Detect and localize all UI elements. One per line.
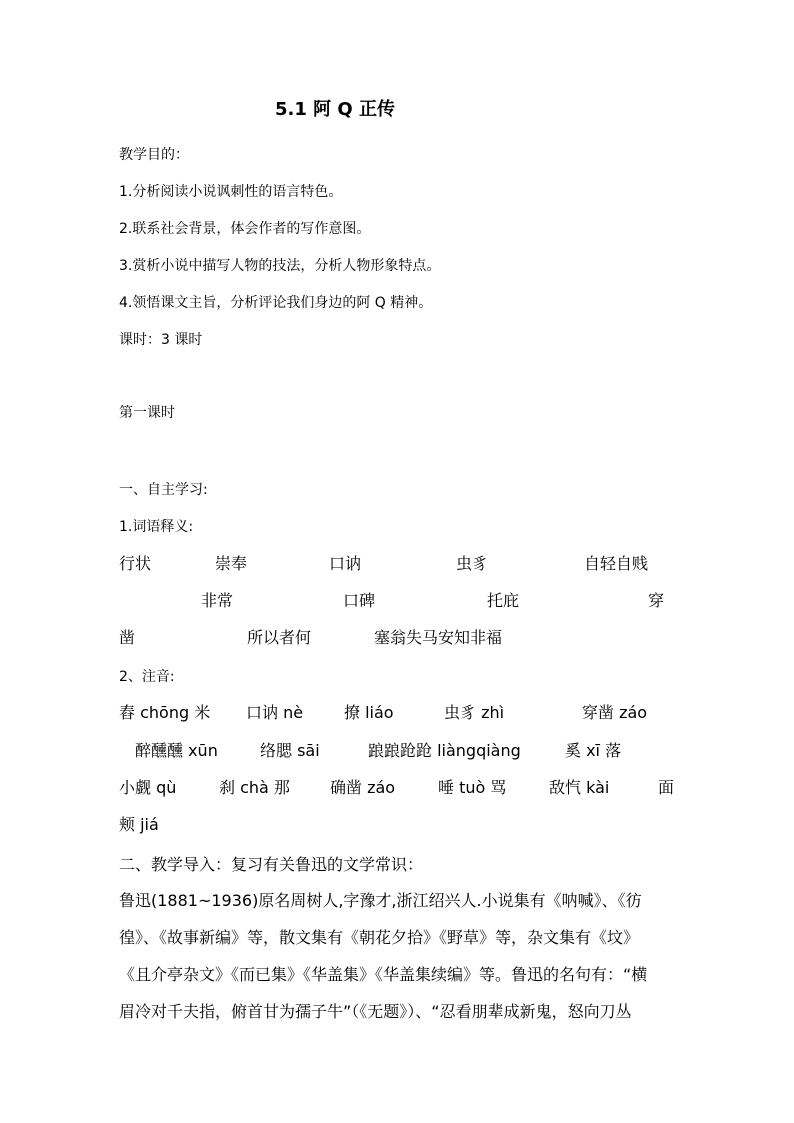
pinyin-item: 穿凿 záo [582,703,648,722]
vocab-item: 非常 [201,591,234,610]
pinyin-item: 醉醺醺 xūn [135,741,218,760]
vocab-row-3 [0,627,794,649]
pinyin-item: 刹 chà 那 [219,778,290,797]
pinyin-item: 口讷 nè [246,703,304,722]
vocab-item: 虫豸 [456,554,489,573]
vocab-row-2 [0,590,794,612]
vocab-item: 凿 [119,628,136,647]
intro-line: 徨》、《故事新编》等，散文集有《朝花夕拾》《野草》等，杂文集有《坟》 [119,928,640,947]
vocab-item: 自轻自贱 [584,554,649,573]
vocab-item: 行状 [119,554,152,573]
intro-paragraph [119,882,679,1030]
vocab-item: 塞翁失马安知非福 [374,628,503,647]
pinyin-item: 虫豸 zhì [444,703,505,722]
pinyin-item: 颊 jiá [119,815,159,834]
intro-line: 眉冷对千夫指，俯首甘为孺子牛”（《无题》）、“忍看朋辈成新鬼，怒向刀丛 [119,1002,632,1021]
page-title: 5.1 阿 Q 正传 [275,99,395,120]
section1-heading: 一、自主学习: [119,482,208,498]
class-hours: 课时：3 课时 [119,332,203,348]
objectives-heading: 教学目的： [119,147,189,163]
vocab-row-1 [0,553,794,575]
section2-heading: 二、教学导入：复习有关鲁迅的文学常识： [119,855,424,874]
pinyin-item: 奚 xī 落 [565,741,622,760]
vocab-item: 托庇 [487,591,520,610]
objective-1: 1.分析阅读小说讽刺性的语言特色。 [119,184,343,200]
vocab-item: 口讷 [329,554,362,573]
pinyin-item: 面 [658,778,675,797]
intro-line: 鲁迅(1881~1936)原名周树人,字豫才,浙江绍兴人.小说集有《呐喊》、《彷 [119,891,642,910]
objective-4: 4.领悟课文主旨，分析评论我们身边的阿 Q 精神。 [119,295,433,311]
pinyin-item: 踉踉跄跄 liàngqiàng [368,741,521,760]
pinyin-item: 络腮 sāi [260,741,320,760]
vocab-item: 崇奉 [215,554,248,573]
pinyin-row-3 [0,777,794,799]
intro-line: 《且介亭杂文》《而已集》《华盖集》《华盖集续编》等。鲁迅的名句有：“横 [119,965,648,984]
pinyin-row-4 [0,814,794,836]
objective-2: 2.联系社会背景，体会作者的写作意图。 [119,221,371,237]
pinyin-item: 唾 tuò 骂 [438,778,507,797]
first-lesson-heading: 第一课时 [119,405,175,421]
vocab-item: 所以者何 [247,628,312,647]
pinyin-item: 敌忾 kài [549,778,610,797]
pinyin-item: 撩 liáo [344,703,394,722]
vocab-item: 穿 [648,591,665,610]
pinyin-row-1 [0,702,794,724]
objective-3: 3.赏析小说中描写人物的技法，分析人物形象特点。 [119,258,441,274]
vocab-heading: 1.词语释义: [119,519,194,535]
pinyin-item: 舂 chōng 米 [119,703,211,722]
pinyin-row-2 [0,740,794,762]
pinyin-item: 小觑 qù [119,778,177,797]
pinyin-item: 确凿 záo [330,778,396,797]
vocab-item: 口碑 [343,591,376,610]
pinyin-heading: 2、注音: [119,669,175,685]
